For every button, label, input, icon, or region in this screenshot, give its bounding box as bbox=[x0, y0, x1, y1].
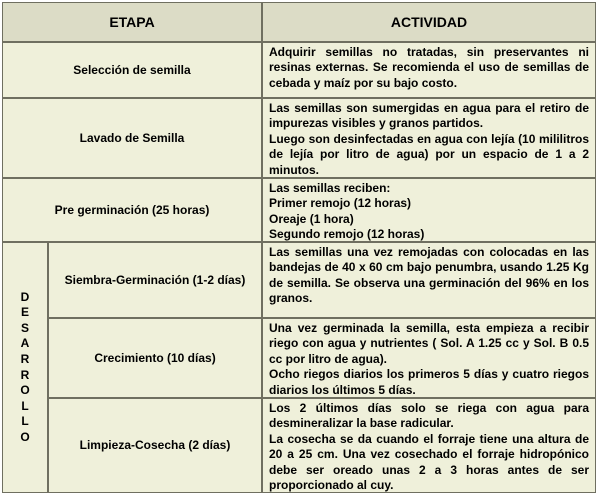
etapa-label: Selección de semilla bbox=[73, 62, 191, 77]
actividad-cell bbox=[262, 98, 596, 178]
actividad-line: Primer remojo (12 horas) bbox=[269, 196, 412, 211]
header-etapa-label: ETAPA bbox=[109, 14, 155, 30]
actividad-cell bbox=[262, 178, 596, 242]
cultivation-stages-table bbox=[2, 2, 596, 493]
etapa-label: Siembra-Germinación (1-2 días) bbox=[64, 272, 246, 287]
actividad-paragraph: Adquirir semillas no tratadas, sin preservantes ni resinas externas. Se recomienda el uso de semillas de cebada y maíz por su bajo costo. bbox=[269, 45, 589, 90]
etapa-cell bbox=[2, 98, 262, 178]
actividad-paragraph: Una vez germinada la semilla, esta empieza a recibir riego con agua y nutrientes ( Sol. A 1.25 cc y Sol. B 0.5 cc por litro de agua). bbox=[269, 321, 589, 366]
etapa-cell bbox=[48, 318, 262, 398]
header-actividad-label: ACTIVIDAD bbox=[390, 14, 468, 30]
etapa-label: Limpieza-Cosecha (2 días) bbox=[79, 438, 231, 452]
desarrollo-label-cell bbox=[2, 242, 48, 493]
actividad-paragraph: La cosecha se da cuando el forraje tiene una altura de 20 a 25 cm. Una vez cosechado el forraje hidropónico debe ser oreado unas 2 a 3 horas antes de ser proporcionado al cuy. bbox=[269, 431, 589, 493]
etapa-cell bbox=[48, 242, 262, 318]
etapa-cell bbox=[2, 42, 262, 98]
etapa-label: Pre germinación (25 horas) bbox=[54, 202, 210, 217]
header-actividad bbox=[262, 2, 596, 42]
actividad-paragraph: Las semillas una vez remojadas con colocadas en las bandejas de 40 x 60 cm bajo penumbra, usando 1.25 Kg de semilla. Se observa una germinación del 96% en los granos. bbox=[269, 245, 589, 306]
etapa-cell bbox=[2, 178, 262, 242]
actividad-cell bbox=[262, 318, 596, 398]
actividad-cell bbox=[262, 398, 596, 493]
actividad-line: Segundo remojo (12 horas) bbox=[269, 227, 425, 242]
actividad-line: Las semillas reciben: bbox=[269, 181, 391, 195]
header-etapa bbox=[2, 2, 262, 42]
actividad-paragraph: Los 2 últimos días solo se riega con agua para desmineralizar la base radicular. bbox=[269, 401, 589, 431]
etapa-label: Lavado de Semilla bbox=[79, 130, 185, 145]
actividad-paragraph: Luego son desinfectadas en agua con lejía (10 mililitros de lejía por litro de agua) por un espacio de 1 a 2 minutos. bbox=[269, 131, 589, 177]
actividad-paragraph: Ocho riegos diarios los primeros 5 días y cuatro riegos diarios los últimos 5 días. bbox=[269, 367, 589, 397]
actividad-cell bbox=[262, 242, 596, 318]
etapa-cell bbox=[48, 398, 262, 493]
etapa-label: Crecimiento (10 días) bbox=[94, 350, 216, 365]
actividad-cell bbox=[262, 42, 596, 98]
actividad-paragraph: Las semillas son sumergidas en agua para el retiro de impurezas visibles y granos partidos. bbox=[269, 101, 589, 131]
desarrollo-label: DESARROLLO bbox=[20, 289, 30, 444]
actividad-line: Oreaje (1 hora) bbox=[269, 211, 354, 226]
